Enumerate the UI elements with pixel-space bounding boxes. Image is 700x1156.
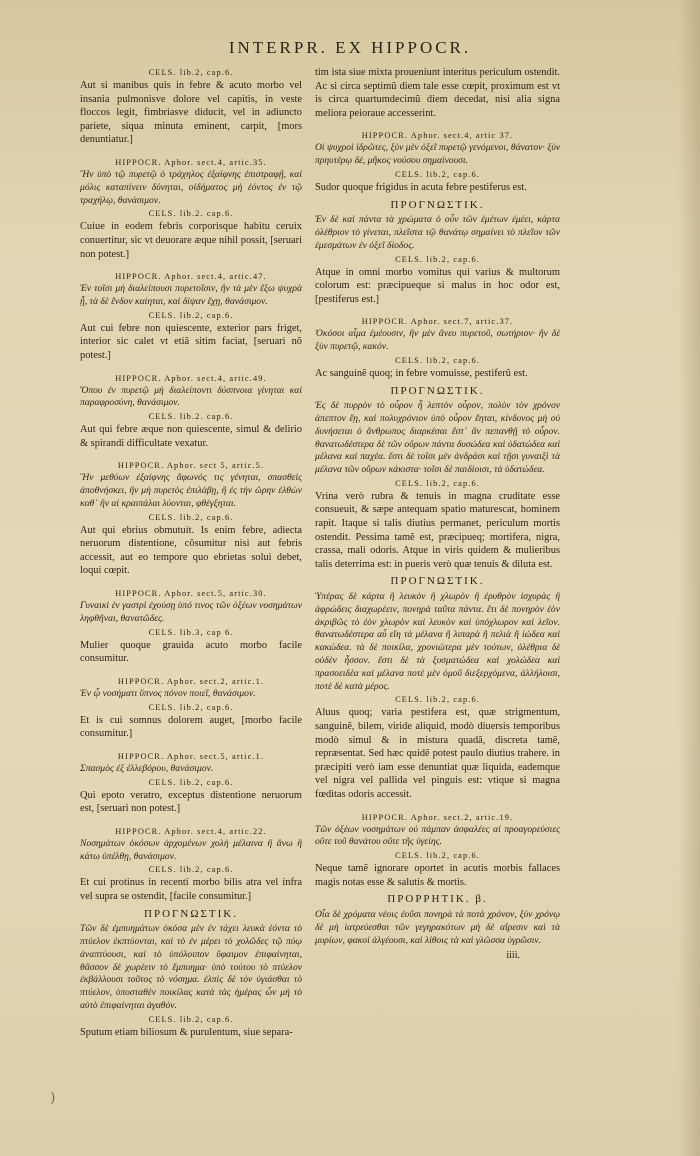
reference-line: HIPPOCR. Aphor. sect.4, artic.49. [115,373,267,383]
latin-paragraph: Aut qui febre æque non quiescente, simul & delirio & spirandi difficultate vexatur. [80,424,302,449]
greek-paragraph: Οἱ ψυχροὶ ἱδρῶτες, ξὺν μὲν ὀξεῖ πυρετῷ γενόμενοι, θάνατον· ξὺν πρηυτέρῳ δέ, μῆκος νούσου σημαίνουσι. [315,142,560,167]
spacer [315,120,560,129]
greek-paragraph: Ἢν ὑπὸ τῷ πυρετῷ ὁ τράχηλος ἐξαίφνης ἐπιστραφῇ, καὶ μόλις καταπίνειν δύνηται, οἰδήματος μὴ ἐόντος ἐν τῷ τραχήλῳ, θανάσιμον. [80,168,302,206]
spacer [80,450,302,459]
greek-paragraph: Ἢν μεθύων ἐξαίφνης ἄφωνός τις γένηται, σπασθεὶς ἀποθνήσκει, ἢν μὴ πυρετὸς ἐπιλάβῃ, ἢ ἐς τὴν ὥρην ἐλθὼν καθ᾽ ἣν αἱ κραιπάλαι λύονται, φθέγξηται. [80,472,302,509]
reference-line: CELS. lib.2, cap.6. [148,777,234,787]
section-heading: ΠΡΟΡΡΗΤΙΚ. β. [387,893,488,906]
greek-paragraph: Σπασμὸς ἐξ ἐλλεβόρου, θανάσιμον. [80,762,214,774]
reference-line: CELS. lib.2. cap.6. [148,412,234,422]
greek-paragraph: Νοσημάτων ὁκόσων ἀρχομένων χολὴ μέλαινα ἢ ἄνω ἢ κάτω ὑπέλθῃ, θανάσιμον. [80,837,302,862]
reference-line: HIPPOCR. Aphor. sect.5, artic.1. [117,751,265,761]
latin-paragraph: Ac sanguinẽ quoq; in febre vomuisse, pestiferũ est. [315,367,528,379]
latin-paragraph: Vrina verò rubra & tenuis in magna cruditate esse consueuit, & sæpe antequam spatio maturescat, hominem rapit. Itaque si talis diutius permanet, periculum mortis ostendit. Pessima tamẽ est, præcipueq; mortifera, nigra, crassa, mali odoris. Atque in viris quidem & mulieribus talis deterrima est: in pueris verò quæ tenuis & diluta est. [315,490,560,570]
latin-paragraph: Aut cui febre non quiescente, exterior pars friget, interior sic calet vt etiã sitim faciat, [seruari nõ potest.] [80,322,302,361]
running-head: INTERPR. EX HIPPOCR. [228,38,472,57]
latin-paragraph: Neque tamẽ ignorare oportet in acutis morbis fallaces magis notas esse & salutis & mortis. [315,863,560,888]
reference-line: HIPPOCR. Aphor. sect.7, artic.37. [361,317,514,327]
latin-paragraph: Et cui protinus in recenti morbo bilis atra vel infra vel supra se ostendit, [facile consumitur.] [80,877,302,902]
reference-line: CELS. lib.2, cap.6. [148,512,234,522]
reference-line: CELS. lib.2, cap.6. [148,1014,234,1024]
greek-paragraph: Ἐς δὲ πυρρὸν τὸ οὖρον ἦ λεπτὸν οὖρον, πολὺν τὸν χρόνον ἀπεπτον ἔῃ, καὶ πολυχρόνιον ὑπὸ οὖρον ἔηται, κίνδυνος μὴ οὐ δυνήσεται ὁ ἄνθρωπος διαρκέσαι ἔστ᾽ ἂν πεπανθῇ τὸ οὖρον. θανατωδέστερα δὲ τῶν οὔρων πάντα δυσώδεα καὶ ὑδατώδεα καὶ μέλανα καὶ παχέα. ἔστι δὲ τοῖσι μὲν ἀνδράσι καὶ τῇσι γυναιξὶ τὰ μέλανα τῶν οὔρων κάκιστα· τοῖσι δὲ παιδίοισι, τὰ ὑδατώδεα. [315,400,560,476]
reference-line: HIPPOCR. Aphor. sect.4, artic.35. [115,157,267,167]
section-heading: ΠΡΟΓΝΩΣΤΙΚ. [390,575,485,588]
latin-paragraph: Et is cui somnus dolorem auget, [morbo facile consumitur.] [80,714,302,740]
latin-paragraph: Aut si manibus quis in febre & acuto morbo vel insania pulmonisve dolore vel capitis, in veste floccos legit, fimbriasve diducit, vel in adiuncto pariete, siqua minuta eminent, carpit, [mors denuntiatur.] [80,80,302,146]
latin-paragraph: Qui epoto veratro, exceptus distentione neruorum est, [seruari non potest.] [80,789,302,815]
reference-line: HIPPOCR. Aphor. sect.2, artic.19. [361,812,514,822]
page-edge-shadow [678,0,700,1156]
latin-paragraph: Sputum etiam biliosum & purulentum, siue separa- [80,1026,293,1038]
reference-line: HIPPOCR. Aphor. sect.2, artic.1. [117,676,265,686]
reference-line: CELS. lib.3, cap 6. [148,627,234,637]
reference-line: CELS. lib.2, cap.6. [148,865,234,875]
spacer [80,666,302,675]
reference-line: CELS. lib.2, cap.6. [395,355,480,365]
left-column [80,66,302,1039]
section-heading: ΠΡΟΓΝΩΣΤΙΚ. [390,384,485,397]
reference-line: CELS. lib.2, cap.6. [395,695,480,705]
reference-line: HIPPOCR. Aphor. sect.5, artic.30. [115,589,267,599]
reference-line: HIPPOCR. Aphor. sect.4, artic.22. [115,826,267,836]
margin-mark: ) [50,1090,56,1106]
latin-paragraph: Aluus quoq; varia pestifera est, quæ strigmentum, sanguinẽ, bilem, viride aliquid, modò diuersis temporibus modò simul & in mistura quadã, discreta tamẽ, repræsentat. Sed hæc quidẽ potest paulo diutius trahere. in præcipiti verò iam esse denuntiat quæ liquida, eademque vel nigra vel pallida vel pinguis est: vtique si magna fœditas odoris accessit. [315,707,560,800]
section-heading: ΠΡΟΓΝΩΣΤΙΚ. [144,907,238,920]
latin-paragraph: tim ista siue mixta proueniunt interitus periculum ostendit. Ac si circa septimũ diem tale esse cœpit, proximum est vt is circa quartumdecimũ diem decedat, nisi alia signa meliora peioraue accesserint. [315,67,560,119]
reference-line: HIPPOCR. Aphor. sect.4, artic 37. [361,131,514,141]
reference-line: CELS. lib.2, cap.6. [395,478,480,488]
spacer [80,363,302,372]
reference-line: CELS. lib.2, cap.6. [148,68,234,77]
latin-paragraph: Atque in omni morbo vomitus qui varius & multorum colorum est: præcipueque si malus in hoc odor est, [pestiferus est.] [315,266,560,305]
reference-line: CELS. lib.2, cap.6. [395,254,480,264]
spacer [80,261,302,270]
reference-line: CELS. lib.2, cap.6. [148,702,234,712]
reference-line: CELS. lib.2, cap.6. [395,851,480,861]
spacer [315,306,560,315]
catchword: iiii. [506,950,520,962]
greek-paragraph: Τῶν ὀξέων νοσημάτων οὐ πάμπαν ἀσφαλέες αἱ προαγορεύσιες οὔτε τοῦ θανάτου οὔτε τῆς ὑγείης. [315,823,560,848]
greek-paragraph: Ἐν τοῖσι μὴ διαλείπουσι πυρετοῖσιν, ἢν τὰ μὲν ἔξω ψυχρὰ ᾖ, τὰ δὲ ἔνδον καίηται, καὶ δίψαν ἔχῃ, θανάσιμον. [80,283,302,307]
spacer [80,741,302,750]
greek-paragraph: Ὁκόσοι αἷμα ἐμέουσιν, ἢν μὲν ἄνευ πυρετοῦ, σωτήριον· ἢν δὲ ξὺν πυρετῷ, κακόν. [315,328,560,353]
greek-paragraph: Γυναικὶ ἐν γαστρὶ ἐχούσῃ ὑπό τινος τῶν ὀξέων νοσημάτων ληφθῆναι, θανατῶδες. [80,600,302,624]
latin-paragraph: Cuiue in eodem febris corporisque habitu ceruix conuertitur, sic vt deuorare æque nihil possit, [seruari non potest.] [80,221,302,260]
spacer [80,816,302,825]
greek-paragraph: Ἐν ᾧ νοσήματι ὕπνος πόνον ποιεῖ, θανάσιμον. [80,687,256,699]
spacer [315,802,560,811]
reference-line: CELS. lib.2. cap.6. [148,209,234,219]
reference-line: CELS. lib.2, cap.6. [395,169,480,179]
greek-paragraph: Ὅπου ἐν πυρετῷ μὴ διαλείποντι δύσπνοια γίνηται καὶ παραφροσύνη, θανάσιμον. [80,384,302,409]
reference-line: CELS. lib.2, cap.6. [148,310,234,320]
greek-paragraph: Ἐν δὲ καὶ πάντα τὰ χρώματα ὁ οὖν τῶν ἐμέτων ἐμέει, κάρτα ὀλέθριον τὸ γίνεται, πλεῖστα τῷ θανάτῳ σημαίνει τὸ πλεῖον τῶν ἐμεσμάτων ἐν ὀξεῖ δίοδος. [315,214,560,251]
reference-line: HIPPOCR. Aphor. sect 5, artic.5. [117,461,265,471]
spacer [80,147,302,156]
greek-paragraph: Ὑπέρας δὲ κάρτα ἢ λευκὸν ἢ χλωρὸν ἢ ἐρυθρὸν ἰσχυρὰς ἢ ἀφρώδεις διαχωρέειν, πονηρὰ ταῦτα πάντα. ἔτι δὲ πονηρὸν ἐὸν ἀκριβῶς τὸ ἐὸν χλωρὸν καὶ λευκὸν καὶ ὑπόχλωρον καὶ λεῖον. θανατωδέστερα αὖ εἴη τὰ μέλανα ἢ λιπαρὰ ἢ πελιὰ ἢ ἰώδεα καὶ κακώδεα. τὰ δὲ ποικίλα, χρονιώτερα μὲν τούτων, ὀλέθρια δὲ οὐδὲν ἧσσον. ἔστι δὲ τὰ ξυσματώδεα καὶ χολώδεα καὶ πρασοειδέα καὶ μέλανα ποτὲ μὲν ὁμοῦ διεξερχόμενα, ἀλλήλοισι, ποτὲ δὲ κατὰ μέρος. [315,591,560,692]
greek-paragraph: Οἷα δὲ χρόματα νέοις ἐοῦσι πονηρὰ τὰ ποτὰ χρόνον, ξὺν χρόνῳ δὲ μὴ ἰατρεύεσθαι τῶν γεγηρακότων μὴ δὲ αἵρεσιν καὶ τὰ μυρίων, φακοὶ ἀλγέουσι, καὶ λίθοις τὰ καὶ γλῶσσα ὑγρῶσιν. [315,908,560,946]
section-heading: ΠΡΟΓΝΩΣΤΙΚ. [390,198,485,211]
latin-paragraph: Sudor quoque frigidus in acuta febre pestiferus est. [315,181,527,193]
reference-line: HIPPOCR. Aphor. sect.4, artic.47. [115,272,267,282]
greek-paragraph: Τῶν δὲ ἐμπυημάτων ὁκόσα μὲν ἐν τάχει λευκὰ ἐόντα τὸ πτύελον ἐκπτύονται, καὶ τὸ ἐν μέρει τὸ χολῶδες τῷ πύῳ ἀναπτύουσι, καὶ τὸ ὑπόλοιπον ὕφαιμον ἐπιφαίνηται, θᾶσσον δὲ χωρέειν τὸ ἔμπυημα· ὑπὸ τούτου τὸ πτύελον ἐκβάλλουσι τοῦτος τὸ νόσημα. ἐλπὶς δὲ τὸν ὑγιάσθαι τὸ πτύελον, ὑποσταθὲν ποικίλας κατὰ τὰς ἡμέρας ὧν μὴ τὸ αὐτὸ ἐπιφαίνηται ἀγαθόν. [80,923,302,1011]
latin-paragraph: Mulier quoque grauida acuto morbo facile consumitur. [80,639,302,665]
latin-paragraph: Aut qui ebrius obmutuit. Is enim febre, adiecta neruorum distentione, cõsumitur nisi aut febris accessit, aut eo tempore quo ebrietas solui debet, loqui cœpit. [80,524,302,577]
spacer [80,578,302,587]
right-column [315,66,560,963]
